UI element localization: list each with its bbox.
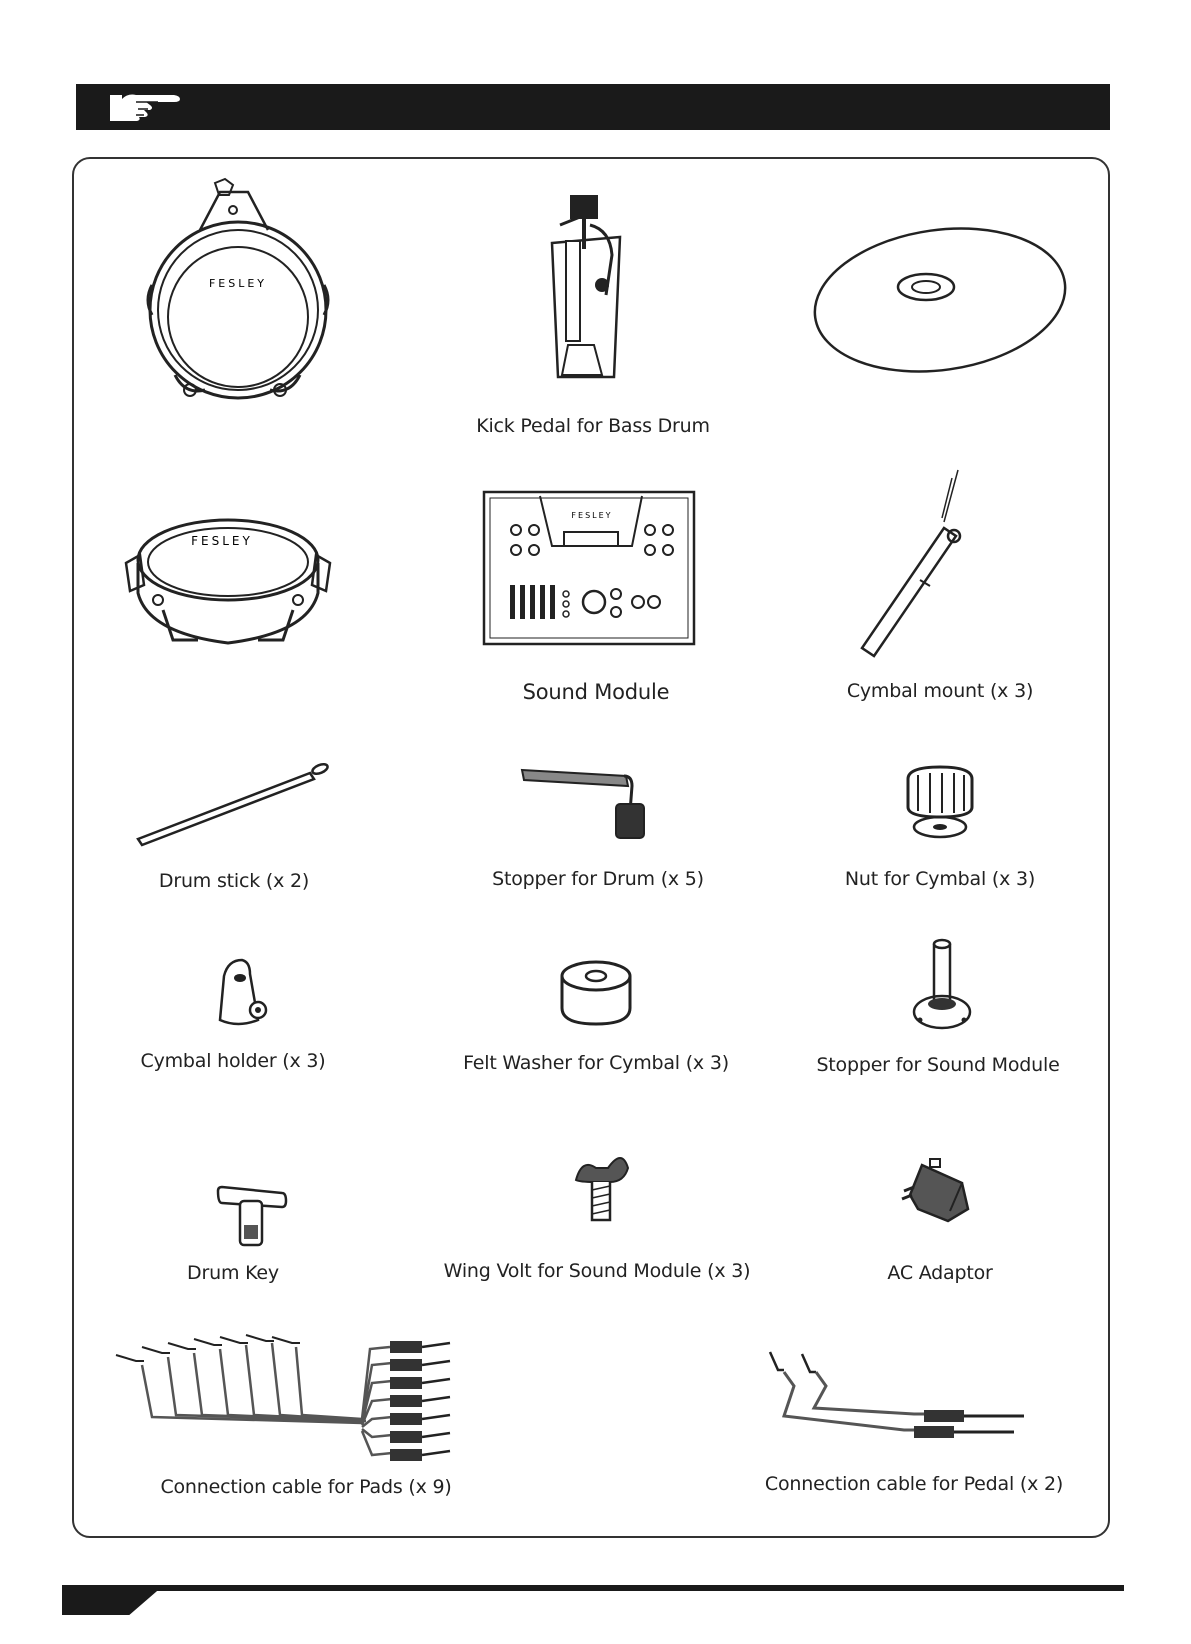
drum-pad-brand-logo: FESLEY — [208, 277, 268, 290]
stopper-drum-item — [520, 760, 650, 840]
cable-pedal-label: Connection cable for Pedal (x 2) — [764, 1473, 1064, 1495]
kick-pedal-label: Kick Pedal for Bass Drum — [476, 415, 710, 437]
kick-pedal-item — [530, 195, 640, 385]
stopper-drum-label: Stopper for Drum (x 5) — [492, 868, 704, 890]
nut-cymbal-item — [900, 765, 980, 840]
ac-adaptor-item — [900, 1155, 976, 1225]
sound-module-label: Sound Module — [522, 680, 670, 704]
sound-module-brand-logo: FESLEY — [571, 511, 613, 520]
drum-pad-10-illustration — [130, 175, 340, 405]
drum-key-illustration — [214, 1185, 290, 1249]
sound-module-item — [482, 490, 697, 650]
drum-pad-8-item — [118, 515, 338, 655]
cable-pads-illustration — [112, 1335, 462, 1475]
nut-cymbal-illustration — [900, 765, 980, 840]
cymbal-mount-label: Cymbal mount (x 3) — [846, 680, 1034, 702]
stopper-module-illustration — [910, 938, 974, 1034]
cymbal-holder-label: Cymbal holder (x 3) — [140, 1050, 326, 1072]
section-header-bar — [76, 84, 1110, 130]
cymbal-illustration — [810, 225, 1070, 375]
cable-pedal-illustration — [766, 1348, 1046, 1444]
ac-adaptor-label: AC Adaptor — [887, 1262, 993, 1284]
cable-pads-label: Connection cable for Pads (x 9) — [160, 1476, 452, 1498]
pointing-hand-icon — [106, 89, 182, 125]
cymbal-item — [810, 225, 1070, 375]
cymbal-mount-illustration — [850, 470, 1010, 660]
cymbal-holder-illustration — [210, 958, 270, 1030]
felt-washer-label: Felt Washer for Cymbal (x 3) — [463, 1052, 729, 1074]
kick-pedal-illustration — [530, 195, 640, 385]
footer-page-tab — [62, 1585, 164, 1615]
felt-washer-illustration — [558, 958, 634, 1028]
stopper-module-label: Stopper for Sound Module — [816, 1054, 1060, 1076]
drum-key-label: Drum Key — [187, 1262, 279, 1284]
drum-stick-illustration — [134, 755, 334, 850]
nut-cymbal-label: Nut for Cymbal (x 3) — [844, 868, 1036, 890]
wing-volt-label: Wing Volt for Sound Module (x 3) — [443, 1260, 751, 1282]
footer-rule — [62, 1585, 1124, 1591]
cymbal-mount-item — [850, 470, 1010, 660]
drum-stick-item — [134, 755, 334, 850]
sound-module-illustration — [482, 490, 697, 650]
wing-volt-illustration — [572, 1148, 632, 1224]
drum-key-item — [214, 1185, 290, 1249]
drum-pad-8-illustration — [118, 515, 338, 655]
cable-pedal-item — [766, 1348, 1046, 1444]
cymbal-holder-item — [210, 958, 270, 1030]
felt-washer-item — [558, 958, 634, 1028]
wing-volt-item — [572, 1148, 632, 1224]
drum-pad-10-item — [130, 175, 340, 405]
cable-pads-item — [112, 1335, 462, 1475]
stopper-drum-illustration — [520, 760, 650, 840]
ac-adaptor-illustration — [900, 1155, 976, 1225]
drum-stick-label: Drum stick (x 2) — [158, 870, 310, 892]
drum-pad-8-brand-logo: FESLEY — [191, 534, 253, 548]
stopper-module-item — [910, 938, 974, 1034]
